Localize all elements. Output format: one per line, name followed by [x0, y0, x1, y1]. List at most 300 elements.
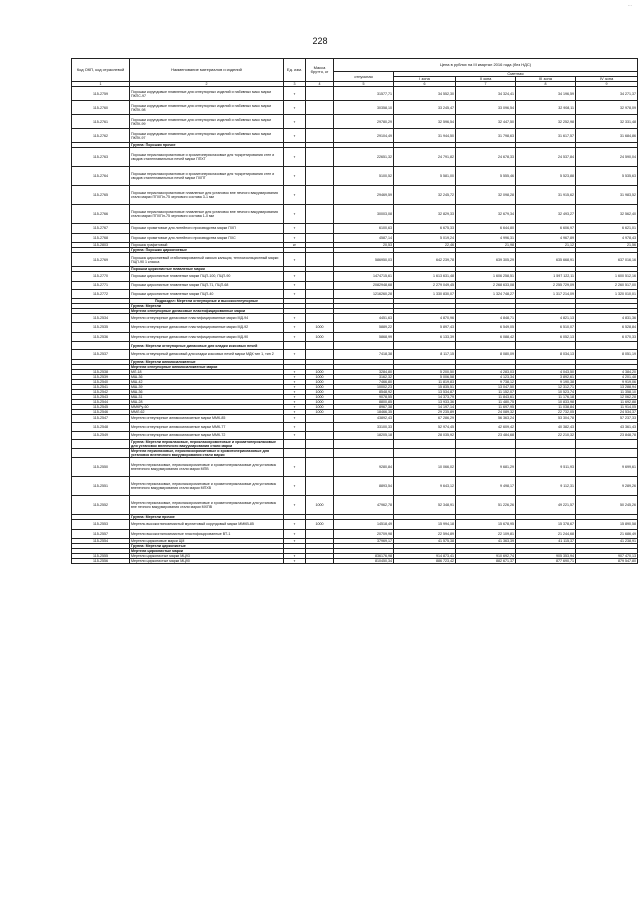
mass-cell: 1000 — [306, 384, 334, 389]
zone-2-price-cell: 4 123,34 — [456, 374, 516, 379]
mass-cell — [306, 458, 334, 477]
group-row — [72, 342, 638, 350]
release-price-cell: 30003,08 — [334, 205, 394, 224]
zone-1-price-cell: 5 897,43 — [394, 323, 456, 333]
code-cell: 115-2765 — [72, 186, 130, 205]
zone-3-price-cell: 15 378,67 — [516, 520, 576, 530]
release-price-cell: 8548,92 — [334, 389, 394, 394]
zone-1-price-cell: 2 279 049,45 — [394, 281, 456, 290]
mass-cell: 1000 — [306, 496, 334, 515]
zone-1-price-cell: 52 974,45 — [394, 423, 456, 432]
name-cell: МШ-39 — [130, 384, 284, 389]
release-price-cell: 18466,35 — [334, 409, 394, 414]
mass-cell: 1000 — [306, 374, 334, 379]
zone-1-price-cell: 13 933,36 — [394, 399, 456, 404]
code-cell: 115-2547 — [72, 414, 130, 423]
unit-cell: т — [284, 224, 306, 234]
zone-4-price-cell: 32 978,09 — [576, 101, 638, 115]
zone-3-price-cell: 1 317 214,09 — [516, 290, 576, 299]
zone-2-price-cell: 6 549,05 — [456, 323, 516, 333]
zone-4-price-cell: 11 358,10 — [576, 389, 638, 394]
unit-cell: т — [284, 423, 306, 432]
code-cell: 115-2535 — [72, 323, 130, 333]
name-cell: МЛ-18 — [130, 369, 284, 374]
group-name-cell: Мертели цирконистые марки — [130, 549, 284, 554]
zone-4-price-cell: 6 621,01 — [576, 224, 638, 234]
table-row — [72, 496, 638, 515]
mass-cell — [306, 449, 334, 458]
zone-3-price-cell: 905 353,94 — [516, 554, 576, 559]
mass-cell — [306, 272, 334, 282]
header-mass: Масса брутто, кг — [306, 59, 334, 82]
header-unit: Ед. изм. — [284, 59, 306, 82]
zone-4-price-cell: 15 890,58 — [576, 520, 638, 530]
name-cell: Порошки хромитовые для литейного производства марки ПХС — [130, 233, 284, 243]
table-row — [72, 129, 638, 143]
name-cell: Мертели огнеупорные динасовые пластифицированные марки МД-90 — [130, 332, 284, 342]
zone-2-price-cell: 9 681,29 — [456, 458, 516, 477]
table-row — [72, 332, 638, 342]
zone-3-price-cell: 8 034,13 — [516, 350, 576, 360]
table-row — [72, 224, 638, 234]
group-name-cell: Группа: Мертели алюмосиликатные — [130, 359, 284, 364]
mass-cell — [306, 233, 334, 243]
group-name-cell: Группа: Мертели цирконистые — [130, 544, 284, 549]
unit-cell — [284, 449, 306, 458]
zone-2-price-cell: 56 363,24 — [456, 414, 516, 423]
zone-1-price-cell: 1 613 631,48 — [394, 272, 456, 282]
name-cell: Порошки периклазохромитовые плавленые для установок вне печного вакуумирования стали марки ППХПл-75 зернового состава 3-1 мм — [130, 186, 284, 205]
zone-1-price-cell: 67 286,29 — [394, 414, 456, 423]
zone-3-price-cell: 6 510,07 — [516, 323, 576, 333]
release-price-cell: 31577,71 — [334, 87, 394, 101]
group-row — [72, 449, 638, 458]
unit-cell: т — [284, 323, 306, 333]
zone-3-price-cell: 32 493,27 — [516, 205, 576, 224]
unit-cell: т — [284, 559, 306, 564]
unit-cell: т — [284, 101, 306, 115]
release-price-cell: 836176,98 — [334, 554, 394, 559]
zone-3-price-cell: 41 115,37 — [516, 539, 576, 544]
zone-4-price-cell: 57 237,33 — [576, 414, 638, 423]
release-price-cell: 5889,22 — [334, 323, 394, 333]
zone-4-price-cell: 11 914,05 — [576, 404, 638, 409]
unit-cell: т — [284, 399, 306, 404]
zone-3-price-cell: 53 304,78 — [516, 414, 576, 423]
unit-cell: т — [284, 529, 306, 539]
mass-cell: 1000 — [306, 332, 334, 342]
zone-1-price-cell: 24 791,82 — [394, 148, 456, 167]
mass-cell — [306, 87, 334, 101]
mass-cell: 1000 — [306, 389, 334, 394]
zone-2-price-cell: 4 996,31 — [456, 233, 516, 243]
code-cell: 115-2540 — [72, 379, 130, 384]
unit-cell: кг — [284, 243, 306, 248]
zone-2-price-cell: 22 109,81 — [456, 529, 516, 539]
zone-1-price-cell: 41 575,38 — [394, 539, 456, 544]
zone-4-price-cell: 2 260 517,00 — [576, 281, 638, 290]
unit-cell: т — [284, 281, 306, 290]
zone-1-price-cell: 29 235,89 — [394, 409, 456, 414]
code-cell: 115-2769 — [72, 253, 130, 267]
mass-cell — [306, 129, 334, 143]
table-row — [72, 87, 638, 101]
name-cell: Порошки периклазохромитовые плавленые для установок вне печного вакуумирования стали марки ППХПл-75 зернового состава 1-0 мм — [130, 205, 284, 224]
name-cell: Мертель огнеупорный динасовый для кладки коксовых печей марки МДК тип 1, тип 2 — [130, 350, 284, 360]
code-cell: 115-2545 — [72, 404, 130, 409]
release-price-cell: 7466,80 — [334, 379, 394, 384]
table-row — [72, 233, 638, 243]
code-cell: 115-2548 — [72, 423, 130, 432]
zone-4-price-cell: 5 535,63 — [576, 167, 638, 186]
code-cell: 115-2536 — [72, 332, 130, 342]
unit-cell: т — [284, 554, 306, 559]
zone-1-price-cell: 5 006,58 — [394, 374, 456, 379]
name-cell: Порошки корундовые плавленые для огнеупорных изделий и набивных масс марки ПКПС-97 — [130, 87, 284, 101]
name-cell: Мертель высокоглиноземистый муллитовый корундовый марки ММКВ-85 — [130, 520, 284, 530]
code-cell: 115-2762 — [72, 129, 130, 143]
unit-cell: т — [284, 186, 306, 205]
zone-4-price-cell: 8 051,19 — [576, 350, 638, 360]
zone-2-price-cell: 11 480,75 — [456, 399, 516, 404]
code-cell: 115-2549 — [72, 431, 130, 440]
zone-4-price-cell: 24 590,04 — [576, 148, 638, 167]
mass-cell: 1000 — [306, 323, 334, 333]
zone-3-price-cell: 31 617,57 — [516, 129, 576, 143]
zone-4-price-cell: 32 331,48 — [576, 115, 638, 129]
release-price-cell: 9078,55 — [334, 394, 394, 399]
zone-2-price-cell: 9 738,12 — [456, 379, 516, 384]
zone-3-price-cell: 10 833,98 — [516, 399, 576, 404]
zone-2-price-cell: 882 671,37 — [456, 559, 516, 564]
code-cell: 115-2542 — [72, 389, 130, 394]
zone-2-price-cell: 11 697,95 — [456, 404, 516, 409]
name-cell: МШ-36 — [130, 389, 284, 394]
mass-cell — [306, 342, 334, 350]
zone-1-price-cell: 13 534,87 — [394, 389, 456, 394]
zone-4-price-cell: 12 062,28 — [576, 394, 638, 399]
zone-1-price-cell: 32 596,54 — [394, 115, 456, 129]
name-cell: Мертели огнеупорные алюмосиликатные марки ММК-72 — [130, 431, 284, 440]
zone-2-price-cell: 24 089,32 — [456, 409, 516, 414]
zone-1-price-cell: 6 133,39 — [394, 332, 456, 342]
mass-cell — [306, 290, 334, 299]
zone-2-price-cell: 31 798,63 — [456, 129, 516, 143]
unit-cell — [284, 342, 306, 350]
release-price-cell: 2082948,68 — [334, 281, 394, 290]
release-price-cell: 29104,49 — [334, 129, 394, 143]
release-price-cell: 8967,38 — [334, 404, 394, 409]
zone-2-price-cell: 32 098,28 — [456, 186, 516, 205]
zone-1-price-cell: 15 994,18 — [394, 520, 456, 530]
name-cell: Мертели огнеупорные динасовые пластифицированные марки МД-92 — [130, 323, 284, 333]
code-cell: 115-2772 — [72, 290, 130, 299]
zone-3-price-cell: 4 967,89 — [516, 233, 576, 243]
name-cell: ММЛ-62 — [130, 409, 284, 414]
zone-3-price-cell: 49 221,57 — [516, 496, 576, 515]
zone-3-price-cell: 3 892,61 — [516, 374, 576, 379]
code-cell: 115-2537 — [72, 350, 130, 360]
zone-4-price-cell: 9 289,26 — [576, 477, 638, 496]
zone-1-price-cell: 5 581,00 — [394, 167, 456, 186]
table-row — [72, 253, 638, 267]
mass-cell — [306, 167, 334, 186]
zone-1-price-cell: 34 552,30 — [394, 87, 456, 101]
release-price-cell: 9280,84 — [334, 458, 394, 477]
code-cell: 115-2760 — [72, 101, 130, 115]
release-price-cell: 18205,18 — [334, 431, 394, 440]
table-row — [72, 477, 638, 496]
release-price-cell: 810450,34 — [334, 559, 394, 564]
table-row — [72, 205, 638, 224]
zone-1-price-cell: 8 117,15 — [394, 350, 456, 360]
group-row — [72, 440, 638, 449]
name-cell: Мертели огнеупорные алюмосиликатные марки ММК-85 — [130, 414, 284, 423]
table-row — [72, 323, 638, 333]
zone-2-price-cell: 32 679,34 — [456, 205, 516, 224]
unit-cell: т — [284, 115, 306, 129]
code-cell: 115-2539 — [72, 374, 130, 379]
zone-3-price-cell: 12 312,71 — [516, 384, 576, 389]
code-cell: 115-2553 — [72, 520, 130, 530]
zone-4-price-cell: 6 528,84 — [576, 323, 638, 333]
code-cell: 115-2557 — [72, 529, 130, 539]
name-cell: Мертели цирконистые марки МЦ90 — [130, 559, 284, 564]
table-row — [72, 186, 638, 205]
release-price-cell: 10002,23 — [334, 384, 394, 389]
mass-cell — [306, 313, 334, 323]
release-price-cell: 20,53 — [334, 243, 394, 248]
price-table — [71, 58, 638, 564]
column-number: 2 — [130, 82, 284, 87]
name-cell: Порошки цирконистые плавленые марки ПЦП-71, ПЦП-68 — [130, 281, 284, 290]
unit-cell: т — [284, 374, 306, 379]
table-row — [72, 458, 638, 477]
unit-cell: т — [284, 332, 306, 342]
release-price-cell: 43892,43 — [334, 414, 394, 423]
zone-1-price-cell: 14 197,14 — [394, 404, 456, 409]
code-cell: 115-2555 — [72, 554, 130, 559]
zone-4-price-cell: 24 534,37 — [576, 409, 638, 414]
price-cell — [394, 449, 456, 458]
zone-2-price-cell: 5 555,46 — [456, 167, 516, 186]
release-price-cell: 1474715,61 — [334, 272, 394, 282]
code-cell — [72, 440, 130, 449]
zone-4-price-cell: 31 684,86 — [576, 129, 638, 143]
zone-1-price-cell: 6 675,33 — [394, 224, 456, 234]
release-price-cell: 6100,63 — [334, 224, 394, 234]
unit-cell: т — [284, 477, 306, 496]
zone-3-price-cell: 9 112,31 — [516, 477, 576, 496]
zone-1-price-cell: 5 019,24 — [394, 233, 456, 243]
name-cell: Порошок графитовый — [130, 243, 284, 248]
code-cell: 115-2544 — [72, 399, 130, 404]
group-name-cell: Порошки цирконистые плавленые марки — [130, 267, 284, 272]
release-price-cell: 586950,03 — [334, 253, 394, 267]
zone-4-price-cell: 50 245,26 — [576, 496, 638, 515]
header-zone-2: II зона — [456, 77, 516, 82]
name-cell: Мертели периклазовые, периклазохромитовые и хромитопериклазовые для установок внепечного вакуумирования стали марки МПВ — [130, 458, 284, 477]
name-cell: Порошки цирконистые плавленые марки ПЦП-40 — [130, 290, 284, 299]
name-cell: Порошки хромитовые для литейного производства марки ПХП — [130, 224, 284, 234]
mass-cell — [306, 101, 334, 115]
release-price-cell: 8893,54 — [334, 477, 394, 496]
name-cell: Порошки цирконистые плавленые марки ПЦП-100, ПЦП-90 — [130, 272, 284, 282]
zone-3-price-cell: 2 255 729,09 — [516, 281, 576, 290]
code-cell: 115-2761 — [72, 115, 130, 129]
unit-cell: т — [284, 409, 306, 414]
unit-cell: т — [284, 404, 306, 409]
zone-4-price-cell: 23 848,78 — [576, 431, 638, 440]
zone-3-price-cell: 9 190,38 — [516, 379, 576, 384]
zone-3-price-cell: 32 908,11 — [516, 101, 576, 115]
group-name-cell: Мертели периклазовые, периклазохромитовые и хромитопериклазовые для установок внепечного вакуумирования стали марки — [130, 449, 284, 458]
zone-4-price-cell: 41 238,91 — [576, 539, 638, 544]
table-row — [72, 290, 638, 299]
column-number: 8 — [516, 82, 576, 87]
zone-2-price-cell: 4 283,03 — [456, 369, 516, 374]
zone-1-price-cell: 642 239,78 — [394, 253, 456, 267]
price-cell — [576, 440, 638, 449]
price-cell — [456, 342, 516, 350]
zone-3-price-cell: 6 052,13 — [516, 332, 576, 342]
zone-3-price-cell: 31 915,62 — [516, 186, 576, 205]
zone-4-price-cell: 1 320 010,01 — [576, 290, 638, 299]
zone-1-price-cell: 31 944,50 — [394, 129, 456, 143]
zone-3-price-cell: 5 523,88 — [516, 167, 576, 186]
group-name-cell: Группа: Мертели — [130, 303, 284, 308]
code-cell: 115-2764 — [72, 167, 130, 186]
mass-cell: 1000 — [306, 369, 334, 374]
name-cell: Порошок циркониевый стабилизированный окисью кальция, теплоизоляционный марки ПЦП-90 1 класса — [130, 253, 284, 267]
zone-3-price-cell: 11 038,84 — [516, 404, 576, 409]
header-zone-1: I зона — [394, 77, 456, 82]
name-cell: МШ-36 — [130, 374, 284, 379]
table-row — [72, 423, 638, 432]
zone-2-price-cell: 34 324,41 — [456, 87, 516, 101]
zone-3-price-cell: 6 606,97 — [516, 224, 576, 234]
group-name-cell: Группа: Порошки прочие — [130, 143, 284, 148]
price-cell — [334, 440, 394, 449]
zone-2-price-cell: 32 447,50 — [456, 115, 516, 129]
zone-4-price-cell: 1 600 512,16 — [576, 272, 638, 282]
zone-1-price-cell: 886 723,42 — [394, 559, 456, 564]
zone-2-price-cell: 23 484,68 — [456, 431, 516, 440]
code-cell: 115-2534 — [72, 313, 130, 323]
code-cell: 115-2759 — [72, 87, 130, 101]
release-price-cell: 4451,63 — [334, 313, 394, 323]
zone-1-price-cell: 10 066,02 — [394, 458, 456, 477]
zone-2-price-cell: 21,98 — [456, 243, 516, 248]
release-price-cell: 14518,49 — [334, 520, 394, 530]
code-cell: 115-2770 — [72, 272, 130, 282]
mass-cell — [306, 281, 334, 290]
name-cell: МШ-42 — [130, 379, 284, 384]
zone-2-price-cell: 9 498,17 — [456, 477, 516, 496]
release-price-cell: 29469,59 — [334, 186, 394, 205]
mass-cell — [306, 431, 334, 440]
zone-2-price-cell: 11 152,07 — [456, 389, 516, 394]
column-number: 4 — [306, 82, 334, 87]
zone-4-price-cell: 4 201,48 — [576, 374, 638, 379]
name-cell: МШ-28 — [130, 399, 284, 404]
mass-cell — [306, 115, 334, 129]
unit-cell: т — [284, 205, 306, 224]
zone-2-price-cell: 41 363,39 — [456, 539, 516, 544]
zone-2-price-cell: 6 088,42 — [456, 332, 516, 342]
zone-1-price-cell: 914 873,41 — [394, 554, 456, 559]
zone-3-price-cell: 24 537,84 — [516, 148, 576, 167]
table-row — [72, 167, 638, 186]
release-price-cell: 33100,33 — [334, 423, 394, 432]
code-cell: 115-2768 — [72, 233, 130, 243]
table-row — [72, 529, 638, 539]
table-row — [72, 414, 638, 423]
mass-cell: 1000 — [306, 520, 334, 530]
zone-1-price-cell: 22,46 — [394, 243, 456, 248]
zone-1-price-cell: 4 870,96 — [394, 313, 456, 323]
price-cell — [456, 449, 516, 458]
table-row — [72, 350, 638, 360]
zone-1-price-cell: 1 330 830,07 — [394, 290, 456, 299]
unit-cell — [284, 440, 306, 449]
mass-cell: 1000 — [306, 394, 334, 399]
header-code: Код ОКП, код отраслевой — [72, 59, 130, 82]
name-cell: Порошки корундовые плавленые для огнеупорных изделий и набивных масс марки ПКПК-97 — [130, 129, 284, 143]
release-price-cell: 7418,38 — [334, 350, 394, 360]
zone-2-price-cell: 6 644,80 — [456, 224, 516, 234]
name-cell: МШ-31 — [130, 394, 284, 399]
code-cell: 115-2803 — [72, 243, 130, 248]
header-estimate: Сметная — [394, 72, 638, 77]
zone-2-price-cell: 33 096,54 — [456, 101, 516, 115]
zone-4-price-cell: 43 361,43 — [576, 423, 638, 432]
zone-4-price-cell: 907 470,13 — [576, 554, 638, 559]
mass-cell — [306, 253, 334, 267]
mass-cell — [306, 148, 334, 167]
code-cell — [72, 449, 130, 458]
zone-4-price-cell: 637 016,16 — [576, 253, 638, 267]
unit-cell: т — [284, 369, 306, 374]
zone-1-price-cell: 5 200,50 — [394, 369, 456, 374]
zone-2-price-cell: 8 080,09 — [456, 350, 516, 360]
mass-cell — [306, 440, 334, 449]
table-row — [72, 520, 638, 530]
mass-cell: 1000 — [306, 399, 334, 404]
zone-2-price-cell: 13 047,50 — [456, 384, 516, 389]
group-name-cell: Мертели огнеупорные алюмосиликатные марки — [130, 364, 284, 369]
release-price-cell: 4587,14 — [334, 233, 394, 243]
unit-cell: т — [284, 520, 306, 530]
zone-1-price-cell: 33 245,47 — [394, 101, 456, 115]
group-name-cell: Группа: Мертели прочие — [130, 515, 284, 520]
zone-4-price-cell: 4 831,36 — [576, 313, 638, 323]
zone-1-price-cell: 28 035,92 — [394, 431, 456, 440]
name-cell: Порошки периклазохромитовые и хромитопериклазовые для торкретирования стен и сводов сталеплавильных печей марки ПХПТ — [130, 167, 284, 186]
unit-cell: т — [284, 129, 306, 143]
unit-cell: т — [284, 539, 306, 544]
code-cell: 115-2556 — [72, 559, 130, 564]
zone-2-price-cell: 1 606 258,51 — [456, 272, 516, 282]
mass-cell — [306, 414, 334, 423]
release-price-cell: 47962,78 — [334, 496, 394, 515]
name-cell: Мертели огнеупорные динасовые пластифицированные марки МД-94 — [130, 313, 284, 323]
unit-cell: т — [284, 87, 306, 101]
table-row — [72, 559, 638, 564]
unit-cell: т — [284, 431, 306, 440]
code-cell: 115-2541 — [72, 384, 130, 389]
group-name-cell: Группа: Мертели периклазовые, периклазохромитовые и хромитопериклазовые для установок внепечного вакуумирования стали марки — [130, 440, 284, 449]
